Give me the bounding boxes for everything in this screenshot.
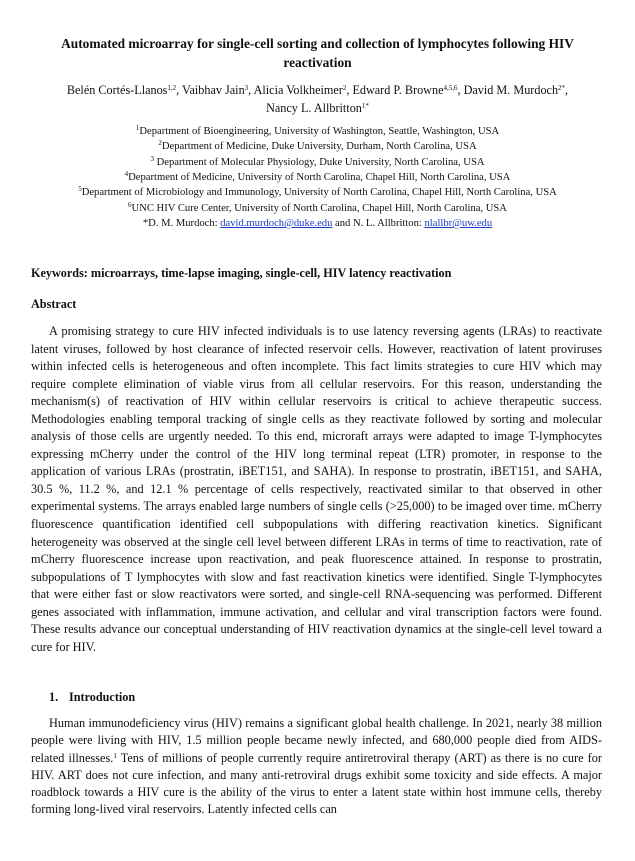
affiliation-line: $^2$Department of Medicine, Duke University, Durham, North Carolina, USA xyxy=(158,139,477,153)
introduction-paragraph: Human immunodeficiency virus (HIV) remains a significant global health challenge. In 2021, nearly 38 million people were living with HIV, 1.5 million people became newly infected, and 680,000 people died from AIDS-related illnesses.$^1$ Tens of millions of people currently require antiretroviral therapy (ART) as there is no cure for HIV. ART does not cure infection, and many anti-retroviral drugs exhibit some toxicity and side effects. A major roadblock towards a HIV cure is the ability of the virus to enter a latent state within host immune cells, thereby forming long-lived viral reservoirs. Latently infected cells can xyxy=(31,716,602,817)
correspondence-line: *D. M. Murdoch: david.murdoch@duke.edu and N. L. Allbritton: nlallbr@uw.edu xyxy=(142,218,493,230)
paper-title: Automated microarray for single-cell sorting and collection of lymphocytes following HIV reactivation xyxy=(61,36,574,70)
author: David M. Murdoch$^{2*}$, xyxy=(463,83,569,97)
keywords: Keywords: microarrays, time-lapse imaging, single-cell, HIV latency reactivation xyxy=(31,266,452,280)
author: Edward P. Browne$^{4,5,6}$, xyxy=(352,83,464,97)
abstract-body: A promising strategy to cure HIV infected individuals is to use latency reversing agents (LRAs) to reactivate latent viruses, followed by host clearance of infected reservoir cells. However, reactivation of latent proviruses within infected cells is heterogeneous and often incomplete. This fact limits strategies to cure HIV which may require complete elimination of viable virus from all cellular reservoirs. For this reason, understanding the mechanism(s) of reactivation of HIV within cellular reservoirs is critical to achieve therapeutic success. Methodologies enabling temporal tracking of single cells as they reactivate followed by sorting and molecular analysis of those cells are urgently needed. To this end, microraft arrays were adapted to image T-lymphocytes expressing mCherry under the control of the HIV long terminal repeat (LTR) promoter, in response to the application of various LRAs (prostratin, iBET151, and SAHA). In response to prostratin, iBET151, and SAHA, 30.5 %, 11.2 %, and 12.1 % percentage of cells respectively, reactivated similar to that observed in other experimental systems. The arrays enabled large numbers of single cells (>25,000) to be imaged over time. mCherry fluorescence quantification identified cell subpopulations with differing reactivation kinetics. Significant heterogeneity was observed at the single cell level between different LRAs in terms of time to reactivation, rate of mCherry fluorescence increase upon reactivation, and peak fluorescence attained. In response to prostratin, subpopulations of T lymphocytes with slow and fast reactivation kinetics were identified. Single T-lymphocytes that were either fast or slow reactivators were sorted, and single-cell RNA-sequencing was performed. Different genes associated with inflammation, immune activation, and cellular and viral transcription factors were found. These results advance our conceptual understanding of HIV reactivation dynamics at the single-cell level toward a cure for HIV. xyxy=(31,324,602,654)
abstract-heading: Abstract xyxy=(31,297,77,311)
affiliation-line: $^4$Department of Medicine, University of North Carolina, Chapel Hill, North Carolina, USA xyxy=(124,170,511,184)
citation-ref: 1 xyxy=(113,751,117,760)
author: Vaibhav Jain$^3$, xyxy=(182,83,254,97)
affiliation-line: $^3$ Department of Molecular Physiology, Duke University, North Carolina, USA xyxy=(150,154,485,168)
affiliation-line: $^5$Department of Microbiology and Immunology, University of North Carolina, Chapel Hill, North Carolina, USA xyxy=(78,185,557,199)
author-list xyxy=(30,81,605,117)
affiliation-line: $^1$Department of Bioengineering, University of Washington, Seattle, Washington, USA xyxy=(135,124,500,137)
author: Belén Cortés-Llanos$^{1,2}$, xyxy=(66,83,183,97)
affiliation-list xyxy=(30,124,605,231)
author: Alicia Volkheimer$^2$, xyxy=(253,83,353,97)
section-number: 1. xyxy=(49,690,59,704)
email-link-murdoch[interactable]: david.murdoch@duke.edu xyxy=(220,218,333,230)
section-title: Introduction xyxy=(69,690,136,704)
author: Nancy L. Allbritton$^{1*}$ xyxy=(266,101,369,115)
affiliation-line: $^6$UNC HIV Cure Center, University of North Carolina, Chapel Hill, North Carolina, USA xyxy=(128,200,507,214)
email-link-allbritton[interactable]: nlallbr@uw.edu xyxy=(424,218,493,230)
section-heading-introduction xyxy=(49,690,135,705)
